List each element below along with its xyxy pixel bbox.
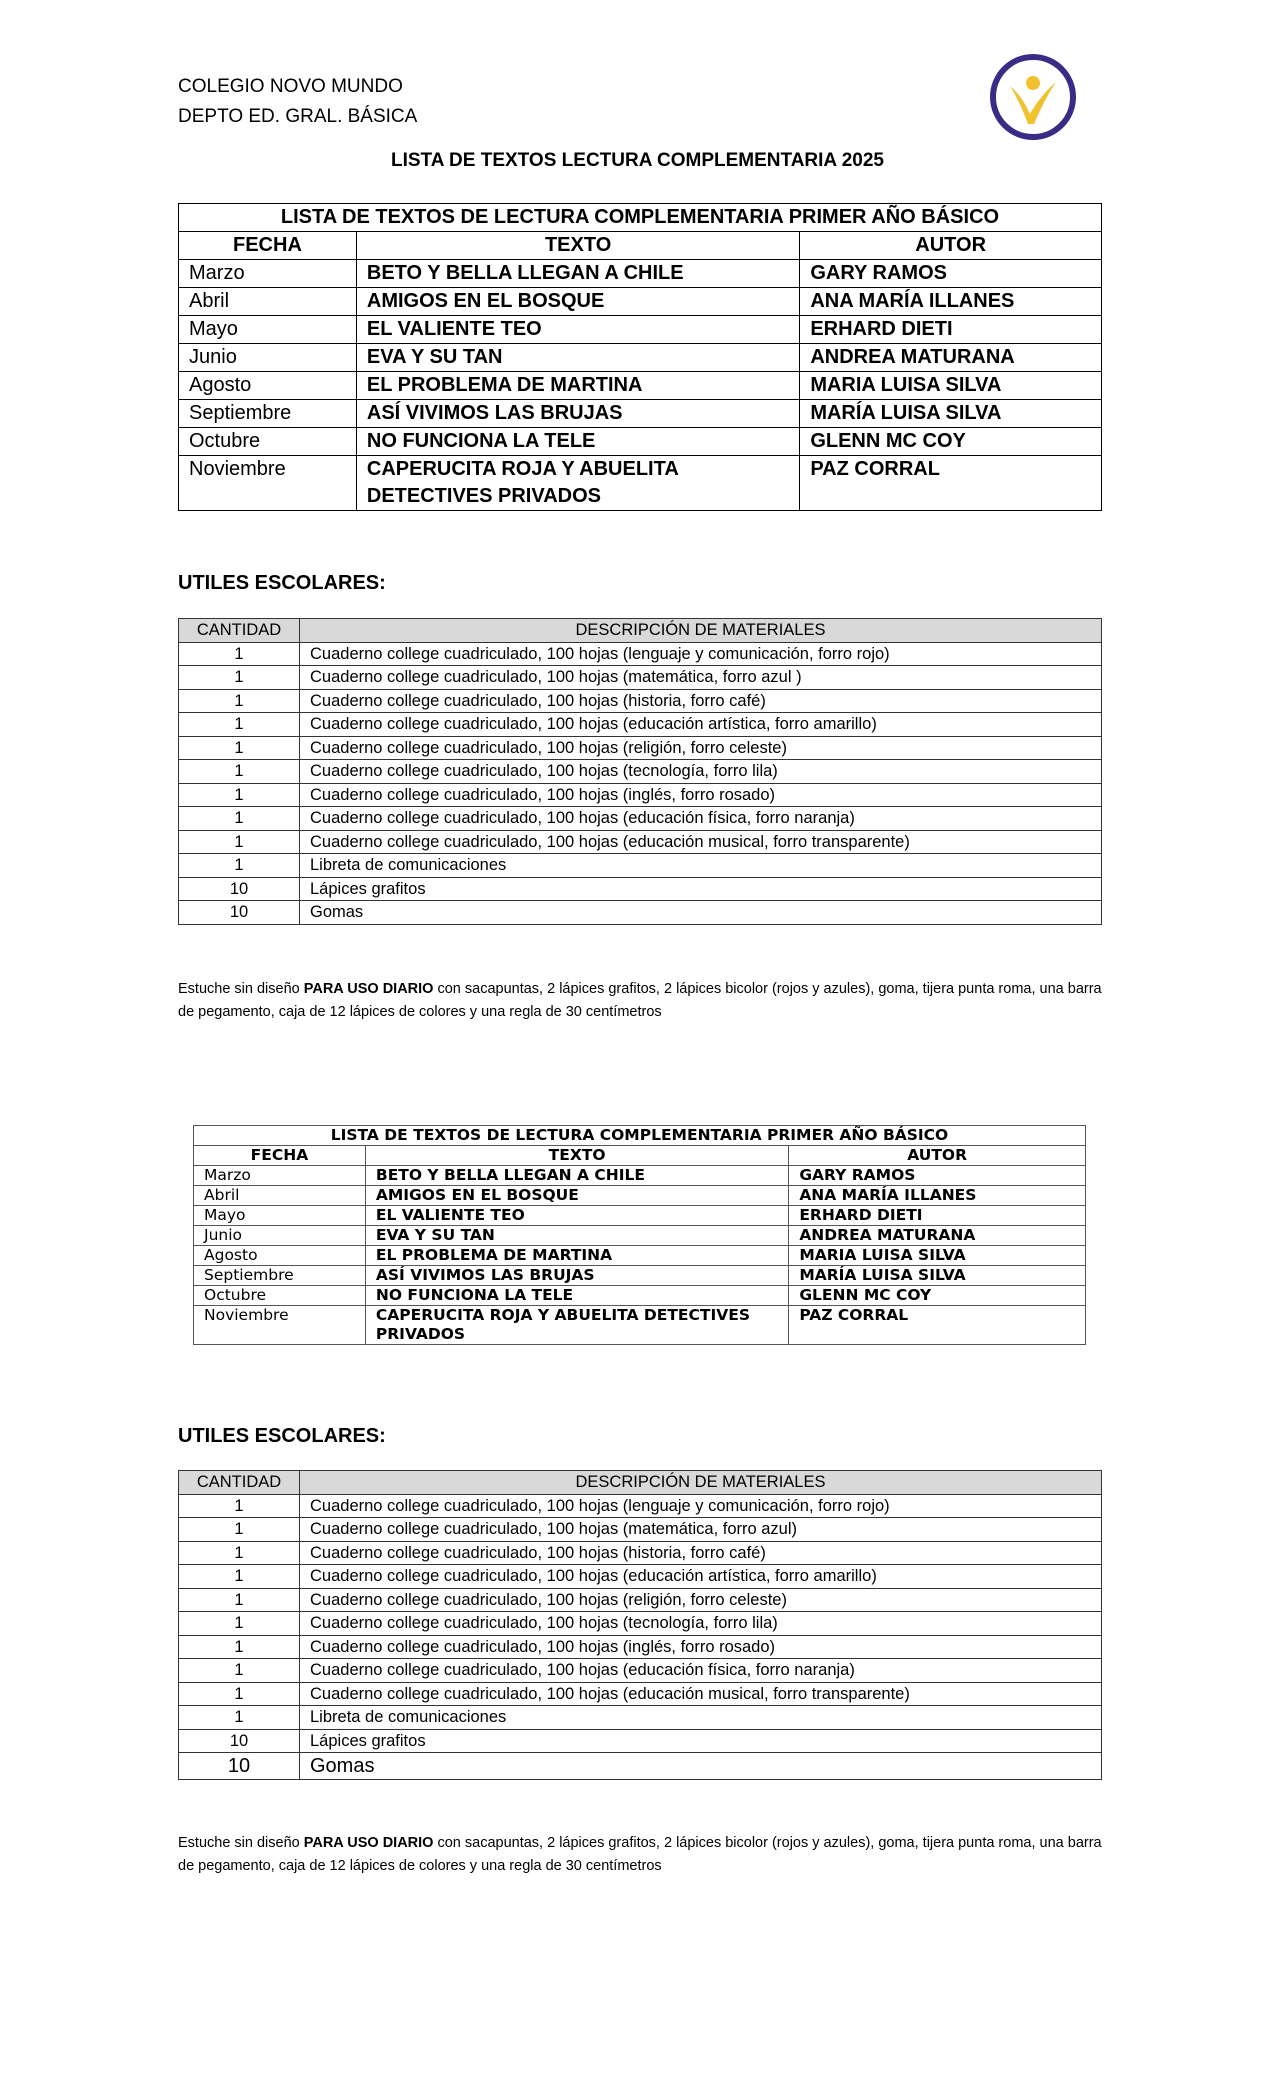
school-name: COLEGIO NOVO MUNDO <box>178 76 403 97</box>
desc-cell: Cuaderno college cuadriculado, 100 hojas (lenguaje y comunicación, forro rojo) <box>300 642 1102 666</box>
table-row <box>179 1729 1102 1753</box>
autor-cell: PAZ CORRAL <box>789 1306 1086 1345</box>
desc-cell: Lápices grafitos <box>300 1729 1102 1753</box>
header-fecha: FECHA <box>194 1146 366 1166</box>
desc-cell: Cuaderno college cuadriculado, 100 hojas (religión, forro celeste) <box>300 736 1102 760</box>
texto-cell: AMIGOS EN EL BOSQUE <box>365 1186 788 1206</box>
department-name: DEPTO ED. GRAL. BÁSICA <box>178 106 418 127</box>
texto-cell: CAPERUCITA ROJA Y ABUELITA DETECTIVES PRIVADOS <box>356 456 799 511</box>
pencil-case-note <box>178 978 1108 1024</box>
table-row <box>179 1635 1102 1659</box>
qty-cell: 1 <box>179 830 300 854</box>
texto-cell: NO FUNCIONA LA TELE <box>356 428 799 456</box>
table-row <box>179 854 1102 878</box>
qty-cell: 1 <box>179 807 300 831</box>
qty-cell: 1 <box>179 713 300 737</box>
texto-cell: EL VALIENTE TEO <box>365 1206 788 1226</box>
texto-cell: ASÍ VIVIMOS LAS BRUJAS <box>365 1266 788 1286</box>
table-row <box>179 288 1102 316</box>
table-row <box>179 400 1102 428</box>
qty-cell: 1 <box>179 689 300 713</box>
texto-cell: EL PROBLEMA DE MARTINA <box>365 1246 788 1266</box>
fecha-cell: Junio <box>194 1226 366 1246</box>
table-row <box>179 1753 1102 1780</box>
desc-cell: Cuaderno college cuadriculado, 100 hojas (inglés, forro rosado) <box>300 1635 1102 1659</box>
table-row <box>179 666 1102 690</box>
table-row <box>179 901 1102 925</box>
qty-cell: 10 <box>179 1729 300 1753</box>
table-row <box>194 1226 1086 1246</box>
table-row <box>194 1186 1086 1206</box>
supplies-heading: UTILES ESCOLARES: <box>178 1425 386 1447</box>
table-row <box>194 1266 1086 1286</box>
autor-cell: MARIA LUISA SILVA <box>800 372 1102 400</box>
note-emphasis: PARA USO DIARIO <box>303 1835 434 1851</box>
qty-cell: 10 <box>179 1753 300 1780</box>
fecha-cell: Marzo <box>179 260 357 288</box>
fecha-cell: Junio <box>179 344 357 372</box>
header-autor: AUTOR <box>800 232 1102 260</box>
table-row <box>179 1565 1102 1589</box>
autor-cell: ERHARD DIETI <box>800 316 1102 344</box>
desc-cell: Cuaderno college cuadriculado, 100 hojas (matemática, forro azul ) <box>300 666 1102 690</box>
table-row <box>179 456 1102 511</box>
desc-cell: Libreta de comunicaciones <box>300 1706 1102 1730</box>
autor-cell: ANA MARÍA ILLANES <box>800 288 1102 316</box>
qty-cell: 1 <box>179 1588 300 1612</box>
header-texto: TEXTO <box>365 1146 788 1166</box>
table-row <box>194 1306 1086 1345</box>
note-text: Estuche sin diseño <box>178 981 304 997</box>
fecha-cell: Septiembre <box>179 400 357 428</box>
qty-cell: 1 <box>179 1659 300 1683</box>
table-row <box>194 1286 1086 1306</box>
desc-cell: Cuaderno college cuadriculado, 100 hojas (lenguaje y comunicación, forro rojo) <box>300 1494 1102 1518</box>
page-title: LISTA DE TEXTOS LECTURA COMPLEMENTARIA 2025 <box>391 150 884 171</box>
autor-cell: ANDREA MATURANA <box>800 344 1102 372</box>
fecha-cell: Octubre <box>179 428 357 456</box>
fecha-cell: Septiembre <box>194 1266 366 1286</box>
table-row <box>179 1659 1102 1683</box>
desc-cell: Cuaderno college cuadriculado, 100 hojas (historia, forro café) <box>300 689 1102 713</box>
colegio-novo-mundo-logo-icon <box>988 52 1078 142</box>
header-cantidad: CANTIDAD <box>179 1471 300 1495</box>
qty-cell: 1 <box>179 666 300 690</box>
desc-cell: Cuaderno college cuadriculado, 100 hojas (tecnología, forro lila) <box>300 760 1102 784</box>
texto-cell: ASÍ VIVIMOS LAS BRUJAS <box>356 400 799 428</box>
fecha-cell: Mayo <box>194 1206 366 1226</box>
table-row <box>179 807 1102 831</box>
qty-cell: 1 <box>179 854 300 878</box>
desc-cell: Gomas <box>300 1753 1102 1780</box>
desc-cell: Cuaderno college cuadriculado, 100 hojas (educación musical, forro transparente) <box>300 1682 1102 1706</box>
autor-cell: PAZ CORRAL <box>800 456 1102 511</box>
texto-cell: EVA Y SU TAN <box>356 344 799 372</box>
note-text: con sacapuntas, 2 lápices grafitos, 2 lápices bicolor (rojos y azules), goma, tijera punta roma, una barra de pegamento, caja de 12 lápices de colores y una regla de 30 centímetros <box>178 1835 1102 1874</box>
supplies-table <box>178 618 1102 925</box>
reading-list-table <box>178 203 1102 511</box>
desc-cell: Lápices grafitos <box>300 877 1102 901</box>
autor-cell: ANDREA MATURANA <box>789 1226 1086 1246</box>
reading-list-table <box>193 1125 1086 1345</box>
header-descripcion: DESCRIPCIÓN DE MATERIALES <box>300 619 1102 643</box>
fecha-cell: Abril <box>179 288 357 316</box>
desc-cell: Gomas <box>300 901 1102 925</box>
table-row <box>194 1206 1086 1226</box>
note-text: con sacapuntas, 2 lápices grafitos, 2 lápices bicolor (rojos y azules), goma, tijera punta roma, una barra de pegamento, caja de 12 lápices de colores y una regla de 30 centímetros <box>178 981 1102 1020</box>
reading-table-title: LISTA DE TEXTOS DE LECTURA COMPLEMENTARIA PRIMER AÑO BÁSICO <box>194 1126 1086 1146</box>
desc-cell: Libreta de comunicaciones <box>300 854 1102 878</box>
header-cantidad: CANTIDAD <box>179 619 300 643</box>
qty-cell: 1 <box>179 1494 300 1518</box>
qty-cell: 1 <box>179 736 300 760</box>
table-row <box>179 1706 1102 1730</box>
autor-cell: GLENN MC COY <box>789 1286 1086 1306</box>
fecha-cell: Mayo <box>179 316 357 344</box>
table-row <box>179 760 1102 784</box>
autor-cell: MARIA LUISA SILVA <box>789 1246 1086 1266</box>
table-row <box>179 260 1102 288</box>
table-row <box>179 877 1102 901</box>
table-row <box>179 1682 1102 1706</box>
reading-table-title: LISTA DE TEXTOS DE LECTURA COMPLEMENTARIA PRIMER AÑO BÁSICO <box>179 204 1102 232</box>
qty-cell: 1 <box>179 1612 300 1636</box>
table-row <box>179 713 1102 737</box>
qty-cell: 1 <box>179 1518 300 1542</box>
autor-cell: GARY RAMOS <box>789 1166 1086 1186</box>
qty-cell: 10 <box>179 901 300 925</box>
texto-cell: CAPERUCITA ROJA Y ABUELITA DETECTIVES PRIVADOS <box>365 1306 788 1345</box>
qty-cell: 1 <box>179 1541 300 1565</box>
fecha-cell: Noviembre <box>194 1306 366 1345</box>
qty-cell: 1 <box>179 1706 300 1730</box>
desc-cell: Cuaderno college cuadriculado, 100 hojas (inglés, forro rosado) <box>300 783 1102 807</box>
table-row <box>179 316 1102 344</box>
header-descripcion: DESCRIPCIÓN DE MATERIALES <box>300 1471 1102 1495</box>
texto-cell: AMIGOS EN EL BOSQUE <box>356 288 799 316</box>
qty-cell: 1 <box>179 1565 300 1589</box>
desc-cell: Cuaderno college cuadriculado, 100 hojas (educación física, forro naranja) <box>300 807 1102 831</box>
texto-cell: NO FUNCIONA LA TELE <box>365 1286 788 1306</box>
desc-cell: Cuaderno college cuadriculado, 100 hojas (tecnología, forro lila) <box>300 1612 1102 1636</box>
qty-cell: 10 <box>179 877 300 901</box>
table-row <box>194 1166 1086 1186</box>
desc-cell: Cuaderno college cuadriculado, 100 hojas (educación musical, forro transparente) <box>300 830 1102 854</box>
autor-cell: GARY RAMOS <box>800 260 1102 288</box>
table-row <box>179 1494 1102 1518</box>
desc-cell: Cuaderno college cuadriculado, 100 hojas (matemática, forro azul) <box>300 1518 1102 1542</box>
fecha-cell: Abril <box>194 1186 366 1206</box>
table-row <box>179 689 1102 713</box>
table-row <box>179 1588 1102 1612</box>
desc-cell: Cuaderno college cuadriculado, 100 hojas (historia, forro café) <box>300 1541 1102 1565</box>
texto-cell: EVA Y SU TAN <box>365 1226 788 1246</box>
desc-cell: Cuaderno college cuadriculado, 100 hojas (educación artística, forro amarillo) <box>300 713 1102 737</box>
qty-cell: 1 <box>179 760 300 784</box>
texto-cell: BETO Y BELLA LLEGAN A CHILE <box>356 260 799 288</box>
table-row <box>179 783 1102 807</box>
qty-cell: 1 <box>179 642 300 666</box>
note-text: Estuche sin diseño <box>178 1835 304 1851</box>
autor-cell: MARÍA LUISA SILVA <box>789 1266 1086 1286</box>
table-row <box>179 1518 1102 1542</box>
texto-cell: EL PROBLEMA DE MARTINA <box>356 372 799 400</box>
desc-cell: Cuaderno college cuadriculado, 100 hojas (religión, forro celeste) <box>300 1588 1102 1612</box>
texto-cell: BETO Y BELLA LLEGAN A CHILE <box>365 1166 788 1186</box>
texto-cell: EL VALIENTE TEO <box>356 316 799 344</box>
qty-cell: 1 <box>179 783 300 807</box>
fecha-cell: Noviembre <box>179 456 357 511</box>
table-row <box>179 344 1102 372</box>
table-row <box>179 642 1102 666</box>
fecha-cell: Octubre <box>194 1286 366 1306</box>
desc-cell: Cuaderno college cuadriculado, 100 hojas (educación artística, forro amarillo) <box>300 1565 1102 1589</box>
pencil-case-note <box>178 1832 1108 1878</box>
table-row <box>179 428 1102 456</box>
qty-cell: 1 <box>179 1682 300 1706</box>
autor-cell: MARÍA LUISA SILVA <box>800 400 1102 428</box>
table-row <box>179 830 1102 854</box>
note-emphasis: PARA USO DIARIO <box>303 981 434 997</box>
table-row <box>194 1246 1086 1266</box>
table-row <box>179 372 1102 400</box>
desc-cell: Cuaderno college cuadriculado, 100 hojas (educación física, forro naranja) <box>300 1659 1102 1683</box>
header-fecha: FECHA <box>179 232 357 260</box>
autor-cell: GLENN MC COY <box>800 428 1102 456</box>
table-row <box>179 1541 1102 1565</box>
fecha-cell: Marzo <box>194 1166 366 1186</box>
supplies-heading: UTILES ESCOLARES: <box>178 572 386 594</box>
fecha-cell: Agosto <box>179 372 357 400</box>
qty-cell: 1 <box>179 1635 300 1659</box>
autor-cell: ERHARD DIETI <box>789 1206 1086 1226</box>
header-texto: TEXTO <box>356 232 799 260</box>
autor-cell: ANA MARÍA ILLANES <box>789 1186 1086 1206</box>
table-row <box>179 736 1102 760</box>
table-row <box>179 1612 1102 1636</box>
header-autor: AUTOR <box>789 1146 1086 1166</box>
supplies-table <box>178 1470 1102 1780</box>
fecha-cell: Agosto <box>194 1246 366 1266</box>
